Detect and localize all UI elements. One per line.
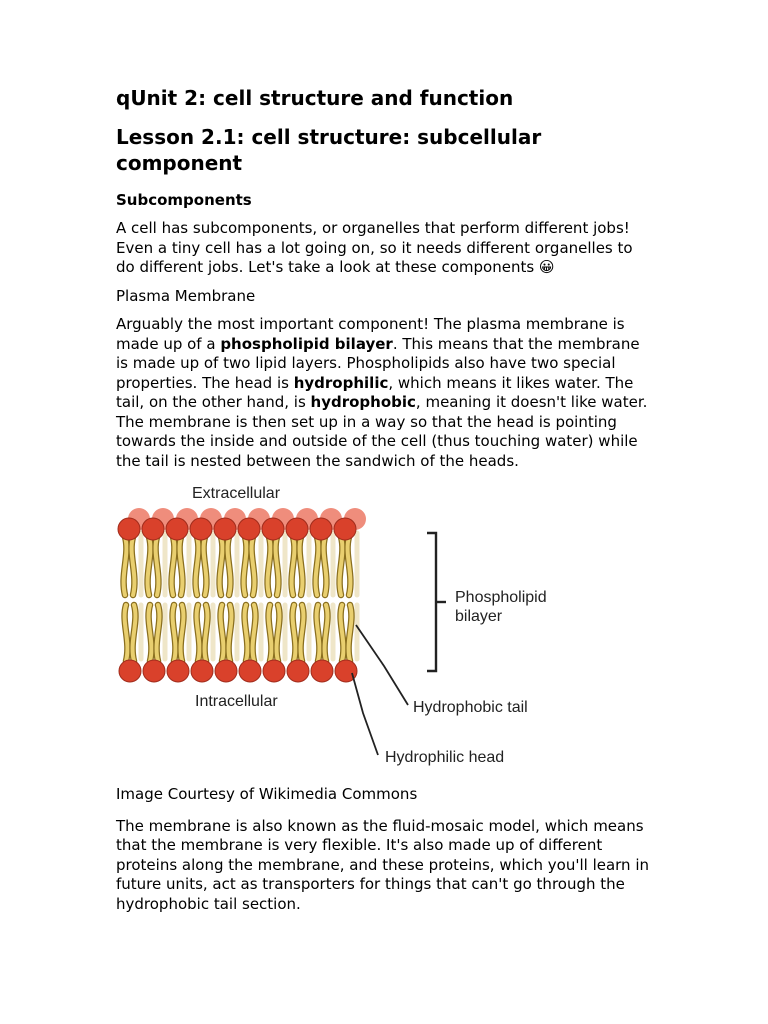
- head-bottom-7: [287, 660, 309, 682]
- closing-paragraph: The membrane is also known as the fluid-mosaic model, which means that the membrane is very flexible. It's also made up of different proteins along the membrane, and these proteins, which you'll learn in future units, act as transporters for things that can't go through the hydrophobic tail section.: [116, 816, 650, 913]
- head-bottom-1: [143, 660, 165, 682]
- head-top-5: [238, 518, 260, 540]
- head-top-6: [262, 518, 284, 540]
- head-top-0: [118, 518, 140, 540]
- head-top-9: [334, 518, 356, 540]
- label-hydrophobic-tail: Hydrophobic tail: [413, 699, 528, 716]
- label-extracellular: Extracellular: [192, 485, 281, 502]
- head-top-2: [166, 518, 188, 540]
- label-hydrophilic-head: Hydrophilic head: [385, 749, 505, 766]
- head-top-4: [214, 518, 236, 540]
- head-leader-line: [352, 673, 378, 755]
- head-top-3: [190, 518, 212, 540]
- phospholipid-bilayer-diagram: [116, 483, 556, 773]
- membrane-paragraph: [116, 315, 656, 471]
- head-bottom-4: [215, 660, 237, 682]
- term-phospholipid-bilayer: phospholipid bilayer: [220, 334, 393, 353]
- membrane-text-1: Arguably the most important component! The plasma membrane is made up of a: [116, 315, 625, 353]
- figure-caption: Image Courtesy of Wikimedia Commons: [116, 785, 418, 803]
- bilayer-molecules: [118, 508, 366, 682]
- intro-paragraph: A cell has subcomponents, or organelles that perform different jobs! Even a tiny cell has a lot going on, so it needs different organelles to do different jobs. Let's take a look at these components 😀: [116, 219, 633, 276]
- head-top-7: [286, 518, 308, 540]
- label-intracellular: Intracellular: [195, 693, 278, 710]
- head-top-8: [310, 518, 332, 540]
- membrane-text-4: , meaning it doesn't like water. The membrane is then set up in a way so that the head is pointing towards the inside and outside of the cell (thus touching water) while the tail is nested between the sandwich of the heads.: [116, 393, 648, 470]
- tail-leader-line: [356, 625, 408, 705]
- section-heading: Subcomponents: [116, 191, 252, 209]
- head-bottom-5: [239, 660, 261, 682]
- unit-title: qUnit 2: cell structure and function: [116, 86, 514, 110]
- membrane-text-3: , which means it likes water. The tail, on the other hand, is: [116, 373, 634, 411]
- head-bottom-2: [167, 660, 189, 682]
- head-bottom-0: [119, 660, 141, 682]
- lesson-title: Lesson 2.1: cell structure: subcellular component: [116, 125, 542, 175]
- document-content: [116, 84, 656, 914]
- plasma-membrane-subheading: Plasma Membrane: [116, 286, 256, 305]
- head-top-1: [142, 518, 164, 540]
- head-bottom-8: [311, 660, 333, 682]
- term-hydrophobic: hydrophobic: [310, 393, 416, 411]
- bilayer-illustration: [116, 483, 556, 773]
- bilayer-bracket: [427, 533, 436, 671]
- label-phospholipid-bilayer: Phospholipid bilayer: [455, 589, 547, 625]
- head-bottom-3: [191, 660, 213, 682]
- term-hydrophilic: hydrophilic: [293, 373, 389, 392]
- membrane-text-2: . This means that the membrane is made up of two lipid layers. Phospholipids also have two special properties. The head is: [116, 334, 640, 392]
- head-bottom-6: [263, 660, 285, 682]
